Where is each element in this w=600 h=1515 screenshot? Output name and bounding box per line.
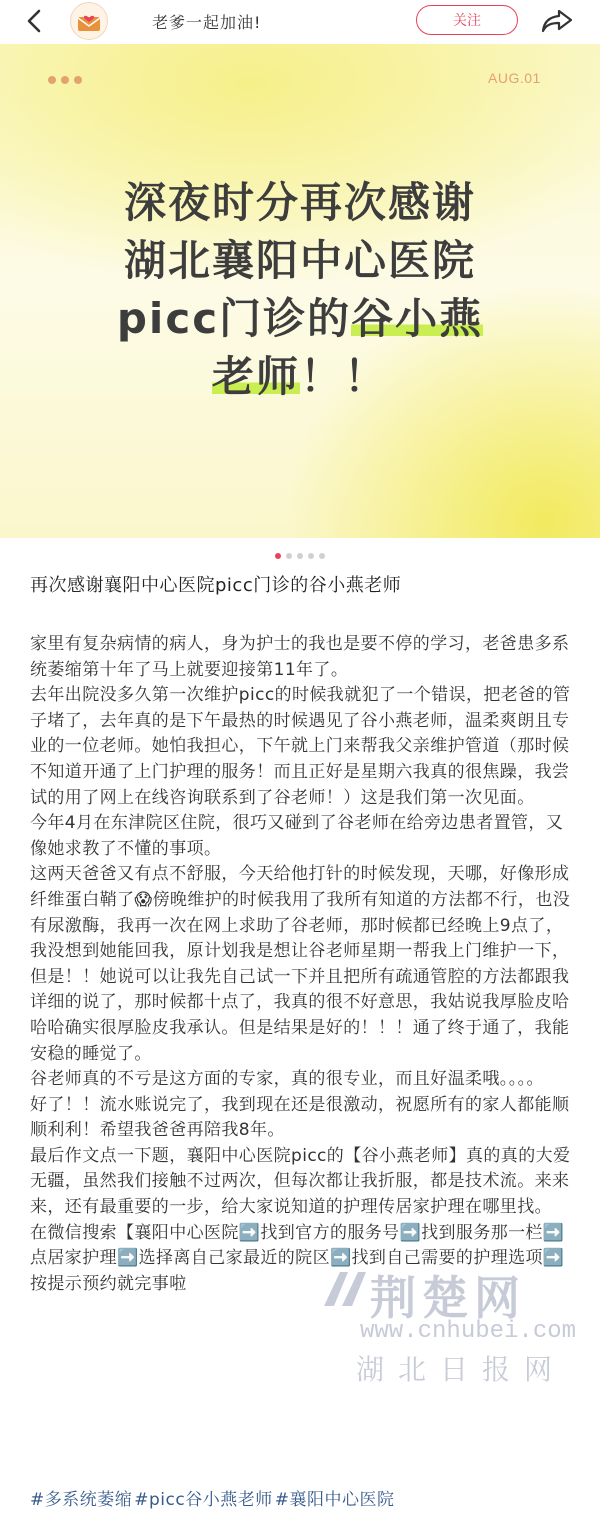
hashtag-link[interactable]: #多系统萎缩 xyxy=(30,1490,133,1510)
heart-mail-icon xyxy=(76,8,102,34)
watermark-brand: 荆楚网 xyxy=(370,1271,526,1325)
watermark-name: 湖北日报网 xyxy=(356,1353,567,1386)
pager-dot[interactable] xyxy=(297,553,303,559)
cover-image[interactable] xyxy=(0,44,600,538)
post-body xyxy=(30,632,578,1297)
avatar[interactable] xyxy=(70,2,108,40)
post-paragraph: 谷老师真的不亏是这方面的专家，真的很专业，而且好温柔哦。。。。 xyxy=(30,1069,544,1090)
post-paragraph: 这两天爸爸又有点不舒服，今天给他打针的时候发现，天哪，好像形成纤维蛋白鞘了😱傍晚维护的时候我用了我所有知道的方法都不行，也没有尿激酶，我再一次在网上求助了谷老师，那时候都已经晚上9点了，我没想到她能回我，原计划我是想让谷老师星期一帮我上门维护一下，但是！！她说可以让我先自己试一下并且把所有疏通管腔的方法都跟我详细的说了，那时候都十点了，我真的很不好意思，我姑说我厚脸皮哈哈哈确实很厚脸皮我承认。但是结果是好的！！！通了终于通了，我能安稳的睡觉了。 xyxy=(30,864,571,1064)
pager-dot[interactable] xyxy=(308,553,314,559)
cover-title-line xyxy=(0,290,600,348)
cover-date: AUG.01 xyxy=(488,70,541,86)
pager-dot[interactable] xyxy=(275,553,281,559)
pager-dot[interactable] xyxy=(286,553,292,559)
share-arrow-icon[interactable] xyxy=(540,8,574,34)
cover-title-highlight: 老师 xyxy=(211,352,300,401)
post-paragraph: 去年出院没多久第一次维护picc的时候我就犯了一个错误，把老爸的管子堵了，去年真的是下午最热的时候遇见了谷小燕老师，温柔爽朗且专业的一位老师。她怕我担心，下午就上门来帮我父亲维护管道（那时候不知道开通了上门护理的服务！而且正好是星期六我真的很焦躁，我尝试的用了网上在线咨询联系到了谷老师！）这是我们第一次见面。 xyxy=(30,685,571,808)
top-bar xyxy=(0,0,600,44)
cover-title-text: picc门诊的 xyxy=(116,294,352,343)
hashtag-link[interactable]: #picc谷小燕老师 xyxy=(134,1490,273,1510)
watermark-url: www.cnhubei.com xyxy=(360,1318,577,1345)
cover-title-line xyxy=(0,348,600,406)
post-paragraph: 在微信搜索【襄阳中心医院➡️找到官方的服务号➡️找到服务那一栏➡️点居家护理➡️选择离自己家最近的院区➡️找到自己需要的护理选项➡️按提示预约就完事啦 xyxy=(30,1222,565,1294)
cover-title xyxy=(0,174,600,406)
cover-title-highlight: 谷小燕 xyxy=(351,294,484,343)
carousel-pager xyxy=(0,553,600,559)
decor-dots xyxy=(48,76,82,84)
post-paragraph: 家里有复杂病情的病人，身为护士的我也是要不停的学习，老爸患多系统萎缩第十年了马上就要迎接第11年了。 xyxy=(30,634,570,680)
chevron-left-icon[interactable] xyxy=(22,8,48,34)
post-paragraph: 今年4月在东津院区住院，很巧又碰到了谷老师在给旁边患者置管，又像她求教了不懂的事项。 xyxy=(30,813,564,859)
post-paragraph: 好了！！流水账说完了，我到现在还是很激动，祝愿所有的家人都能顺顺利利！希望我爸爸再陪我8年。 xyxy=(30,1094,570,1141)
username[interactable]: 老爹一起加油! xyxy=(152,13,262,32)
hashtag-list xyxy=(30,1488,578,1512)
post-paragraph: 最后作文点一下题，襄阳中心医院picc的【谷小燕老师】真的真的大爱无疆，虽然我们接触不过两次，但每次都让我折服，都是技术流。来来来，还有最重要的一步，给大家说知道的护理传居家护理在哪里找。 xyxy=(30,1145,571,1218)
cover-title-line: 深夜时分再次感谢 xyxy=(123,178,476,227)
hashtag-link[interactable]: #襄阳中心医院 xyxy=(274,1490,395,1510)
post-title: 再次感谢襄阳中心医院picc门诊的谷小燕老师 xyxy=(30,575,402,596)
cover-title-line: 湖北襄阳中心医院 xyxy=(123,236,476,285)
pager-dot[interactable] xyxy=(319,553,325,559)
follow-button[interactable]: 关注 xyxy=(416,5,518,35)
cover-title-text: ！！ xyxy=(300,352,389,401)
